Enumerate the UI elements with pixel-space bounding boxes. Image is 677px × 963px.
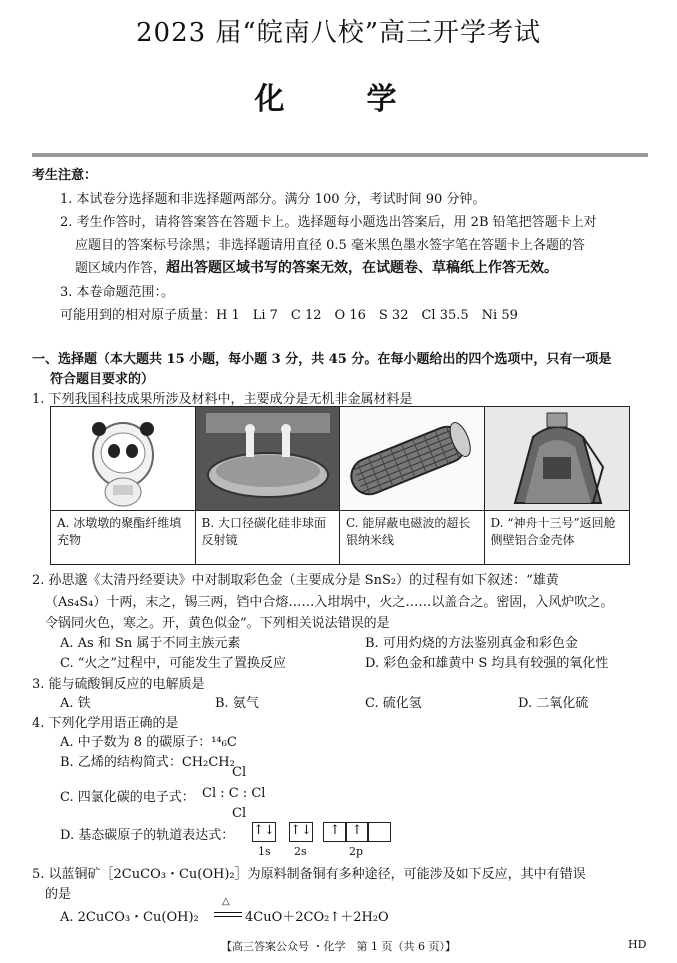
q1-option-table [50, 406, 630, 565]
notice-item-2-end: 题区域内作答， [75, 261, 167, 276]
section-1-heading: 一、选择题（本大题共 15 小题，每小题 3 分，共 45 分。在每小题给出的四个选项中，只有一项是 [32, 352, 612, 367]
notice-emphasis: 超出答题区域书写的答案无效，在试题卷、草稿纸上作答无效。 [166, 260, 559, 276]
orbital-2p-1: ↑ [323, 822, 347, 842]
orbital-2p-2: ↑ [345, 822, 369, 842]
notice-item-3: 3. 本卷命题范围：。 [60, 285, 175, 300]
q5-stem-1: 5. 以蓝铜矿［2CuCO₃・Cu(OH)₂］为原料制备铜有多种途径，可能涉及如下反应，其中有错误 [32, 867, 586, 882]
orbital-label-1s: 1s [258, 845, 271, 858]
page-footer: 【高三答案公众号 ・化学 第 1 页（共 6 页）】 [221, 940, 456, 953]
q1-option-d: D. “神舟十三号”返回舱侧壁铝合金壳体 [490, 516, 616, 547]
q1-stem: 1. 下列我国科技成果所涉及材料中，主要成分是无机非金属材料是 [32, 392, 413, 407]
notice-item-2-cont: 应题目的答案标号涂黑；非选择题请用直径 0.5 毫米黑色墨水签字笔在答题卡上各题的答 [75, 238, 585, 253]
section-1-heading-cont: 符合题目要求的） [50, 372, 155, 387]
q2-stem-1: 2. 孙思邈《太清丹经要诀》中对制取彩色金（主要成分是 SnS₂）的过程有如下叙述：“雄黄 [32, 573, 559, 588]
atomic-masses: 可能用到的相对原子质量：H 1 Li 7 C 12 O 16 S 32 Cl 35.5 Ni 59 [60, 308, 518, 323]
q2-option-d: D. 彩色金和雄黄中 S 均具有较强的氧化性 [365, 656, 609, 671]
orbital-2s: ↑↓ [289, 822, 313, 842]
notice-item-1: 1. 本试卷分选择题和非选择题两部分。满分 100 分，考试时间 90 分钟。 [60, 192, 486, 207]
q3-option-d: D. 二氧化硫 [518, 696, 589, 711]
q4-stem: 4. 下列化学用语正确的是 [32, 716, 179, 731]
ccl4-middle: Cl : C : Cl [202, 786, 266, 801]
q2-option-a: A. As 和 Sn 属于不同主族元素 [60, 636, 241, 651]
q1-option-b: B. 大口径碳化硅非球面反射镜 [196, 511, 341, 564]
orbital-label-2s: 2s [294, 845, 307, 858]
reaction-equal-line-1 [214, 912, 242, 913]
exam-title: 2023 届“皖南八校”高三开学考试 [135, 18, 542, 48]
q2-option-c: C. “火之”过程中，可能发生了置换反应 [60, 656, 287, 671]
notice-heading: 考生注意： [32, 168, 98, 183]
q2-stem-2: （As₄S₄）十两，末之，锡三两，铛中合熔……入坩埚中，火之……以盖合之。密固，入风炉吹之。 [45, 595, 614, 610]
q5-option-a-right: 4CuO＋2CO₂↑＋2H₂O [245, 910, 389, 925]
subject-title: 化 学 [254, 82, 423, 117]
q1-option-a: A. 冰墩墩的聚酯纤维填充物 [51, 511, 196, 564]
q3-option-c: C. 硫化氢 [365, 696, 422, 711]
header-divider [32, 153, 648, 157]
reaction-equal-line-2 [214, 916, 242, 917]
q5-stem-2: 的是 [45, 887, 72, 902]
q1-option-c: C. 能屏蔽电磁波的超长银纳米线 [340, 511, 485, 564]
q3-stem: 3. 能与硫酸铜反应的电解质是 [32, 677, 205, 692]
q4-option-a: A. 中子数为 8 的碳原子：¹⁴₆C [60, 735, 237, 750]
ccl4-top-cl: Cl [232, 765, 247, 780]
footer-code: HD [628, 938, 647, 951]
q4-option-d: D. 基态碳原子的轨道表达式： [60, 828, 235, 843]
capsule-illustration [485, 407, 629, 511]
nanowire-image [340, 407, 485, 511]
q3-option-a: A. 铁 [60, 696, 91, 711]
nanowire-illustration [340, 407, 484, 511]
capsule-image [485, 407, 630, 511]
heat-condition: △ [222, 896, 230, 907]
mirror-image [196, 407, 341, 511]
notice-item-2: 2. 考生作答时，请将答案答在答题卡上。选择题每小题选出答案后，用 2B 铅笔把答题卡上对 [60, 215, 597, 230]
mascot-illustration [51, 407, 195, 511]
q4-option-c: C. 四氯化碳的电子式： [60, 790, 195, 805]
mascot-image [51, 407, 196, 511]
ccl4-bottom-cl: Cl [232, 806, 247, 821]
mirror-illustration [196, 407, 340, 511]
q3-option-b: B. 氨气 [215, 696, 259, 711]
orbital-2p-3 [367, 822, 391, 842]
orbital-1s: ↑↓ [252, 822, 276, 842]
orbital-label-2p: 2p [349, 845, 364, 858]
q2-option-b: B. 可用灼烧的方法鉴别真金和彩色金 [365, 636, 578, 651]
q4-option-b: B. 乙烯的结构简式：CH₂CH₂ [60, 755, 235, 770]
notice-item-2-cont2 [75, 257, 558, 277]
q5-option-a-left: A. 2CuCO₃・Cu(OH)₂ [60, 910, 199, 925]
q2-stem-3: 令锅同火色，寒之。开，黄色似金”。下列相关说法错误的是 [45, 616, 390, 631]
